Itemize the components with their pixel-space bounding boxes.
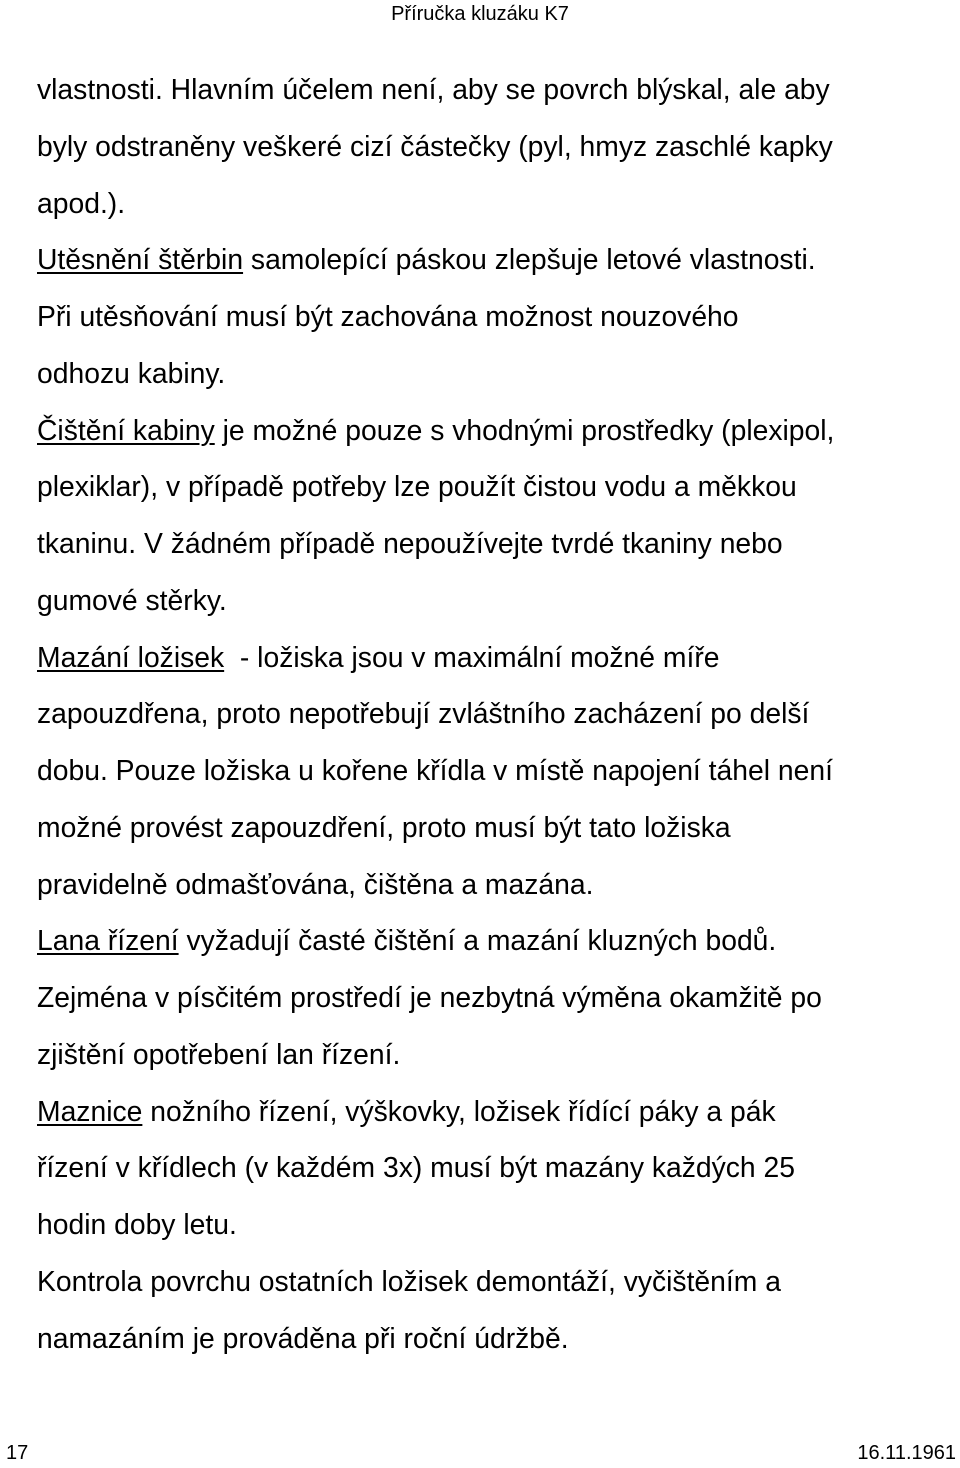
text-line [37, 288, 957, 345]
text-segment: apod.). [37, 186, 126, 219]
document-date: 16.11.1961 [857, 1442, 956, 1464]
text-segment: gumové stěrky. [37, 583, 227, 616]
text-line [37, 1083, 957, 1140]
underlined-term: Mazání ložisek [37, 640, 225, 673]
text-segment: hodin doby letu. [37, 1208, 237, 1240]
text-line [37, 912, 957, 969]
text-segment: zapouzdřena, proto nepotřebují zvláštního zacházení po delší [37, 697, 810, 730]
text-line [37, 799, 957, 856]
text-segment: Kontrola povrchu ostatních ložisek demontáží, vyčištěním a [37, 1264, 781, 1297]
text-line [37, 572, 957, 629]
page-number: 17 [6, 1442, 29, 1464]
text-line [37, 402, 957, 459]
text-segment: vyžadují časté čištění a mazání kluzných bodů. [178, 924, 777, 957]
text-segment: plexiklar), v případě potřeby lze použít čistou vodu a měkkou [37, 470, 797, 503]
text-segment: možné provést zapouzdření, proto musí být tato ložiska [37, 810, 731, 843]
text-segment: vlastnosti. Hlavním účelem není, aby se povrch blýskal, ale aby [37, 73, 830, 105]
text-line [37, 61, 957, 118]
text-segment: pravidelně odmašťována, čištěna a mazána. [37, 867, 594, 900]
text-segment: Při utěsňování musí být zachována možnost nouzového [37, 300, 739, 332]
text-line [37, 515, 957, 572]
underlined-term: Lana řízení [37, 924, 179, 957]
underlined-term: Čištění kabiny [37, 413, 215, 446]
underlined-term: Maznice [37, 1094, 143, 1127]
text-segment: tkaninu. V žádném případě nepoužívejte tvrdé tkaniny nebo [37, 527, 783, 559]
text-segment: byly odstraněny veškeré cizí částečky (pyl, hmyz zaschlé kapky [37, 129, 833, 162]
text-segment: řízení v křídlech (v každém 3x) musí být mazány každých 25 [37, 1151, 796, 1184]
text-segment: nožního řízení, výškovky, ložisek řídící páky a pák [142, 1094, 776, 1127]
text-segment: - ložiska jsou v maximální možné míře [224, 640, 720, 673]
text-line [37, 969, 957, 1026]
text-line [37, 685, 957, 742]
page-header-title: Příručka kluzáku K7 [391, 3, 569, 25]
text-line [37, 1253, 957, 1310]
text-line [37, 856, 957, 913]
text-line [37, 742, 957, 799]
text-line [37, 345, 957, 402]
underlined-term: Utěsnění štěrbin [37, 243, 244, 276]
text-line [37, 458, 957, 515]
text-line [37, 1139, 957, 1196]
text-line [37, 1026, 957, 1083]
text-line [37, 1196, 957, 1253]
text-line [37, 231, 957, 288]
text-line [37, 629, 957, 686]
text-segment: dobu. Pouze ložiska u kořene křídla v místě napojení táhel není [37, 754, 833, 786]
text-segment: je možné pouze s vhodnými prostředky (plexipol, [214, 413, 835, 446]
text-line [37, 175, 957, 232]
text-line [37, 1310, 957, 1367]
document-body [37, 61, 957, 1366]
text-segment: namazáním je prováděna při roční údržbě. [37, 1321, 569, 1354]
text-segment: Zejména v písčitém prostředí je nezbytná výměna okamžitě po [37, 981, 822, 1013]
text-segment: odhozu kabiny. [37, 356, 226, 389]
text-line [37, 118, 957, 175]
text-segment: zjištění opotřebení lan řízení. [37, 1037, 401, 1070]
text-segment: samolepící páskou zlepšuje letové vlastnosti. [243, 243, 816, 276]
